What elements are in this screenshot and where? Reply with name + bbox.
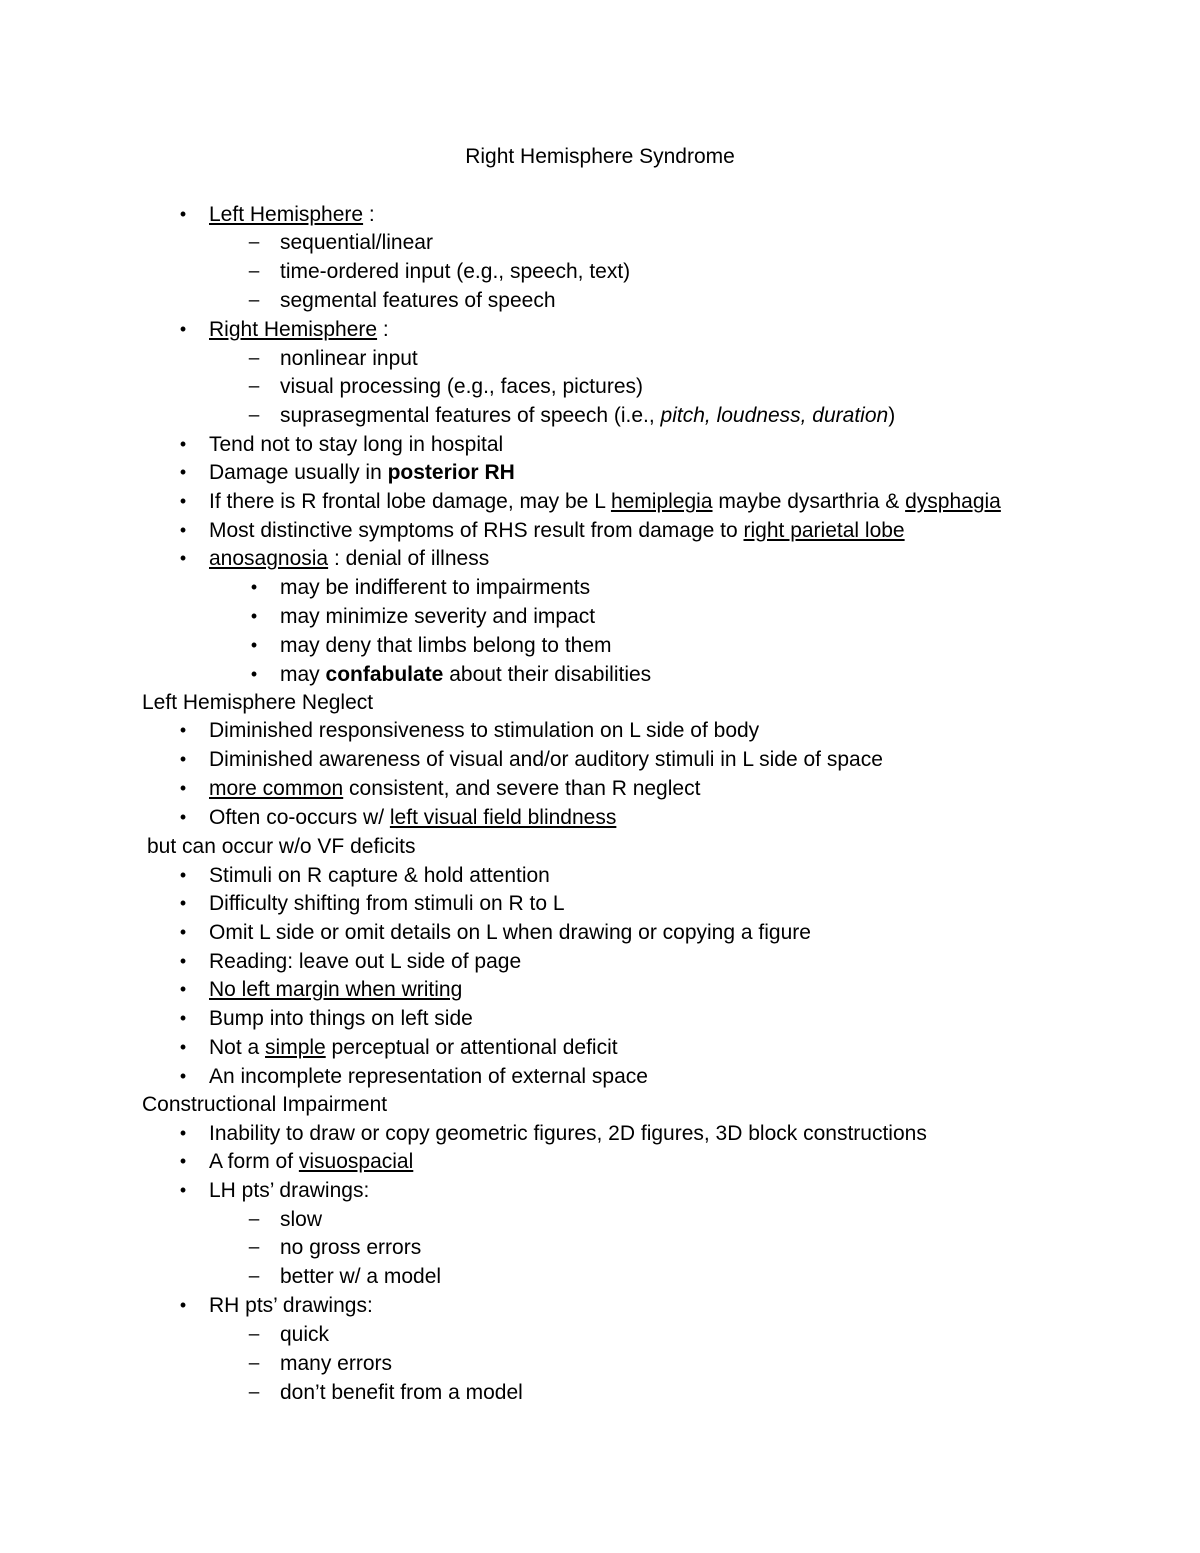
bold-text: posterior RH [387, 461, 515, 484]
page-title: Right Hemisphere Syndrome [465, 145, 735, 168]
bullet-icon: • [179, 1037, 187, 1057]
bullet-icon: • [179, 807, 187, 827]
bold-text: confabulate [325, 663, 444, 686]
bullet-text: Bump into things on left side [209, 1007, 473, 1030]
bullet-icon: • [179, 951, 187, 971]
dash-icon: – [248, 1237, 260, 1258]
bullet-text: A form of [209, 1150, 299, 1173]
dash-icon: – [248, 376, 260, 397]
anos-item-text: may deny that limbs belong to them [280, 634, 612, 657]
underlined-term: anosagnosia [209, 547, 329, 570]
lh-item-text: segmental features of speech [280, 289, 556, 312]
underlined-term: right parietal lobe [743, 519, 905, 542]
bullet-text: Reading: leave out L side of page [209, 950, 522, 973]
lh-item-text: sequential/linear [280, 231, 433, 254]
dash-icon: – [248, 1209, 260, 1230]
bullet-text: : denial of illness [328, 547, 490, 570]
underlined-term: simple [265, 1036, 326, 1059]
bullet-text: Most distinctive symptoms of RHS result from damage to [209, 519, 744, 542]
rh-supra-text: suprasegmental features of speech (i.e., [280, 404, 661, 427]
bullet-icon: • [179, 1151, 187, 1171]
bullet-icon: • [179, 865, 187, 885]
rh-drawing-text: quick [280, 1323, 330, 1346]
bullet-icon: • [179, 548, 187, 568]
dash-icon: – [248, 290, 260, 311]
rh-supra-italic: pitch, loudness, duration [660, 404, 889, 427]
lh-drawing-text: better w/ a model [280, 1265, 442, 1288]
bullet-text: Difficulty shifting from stimuli on R to L [209, 892, 565, 915]
bullet-icon: • [179, 462, 187, 482]
anos-item-text: may minimize severity and impact [280, 605, 596, 628]
bullet-icon: • [179, 1295, 187, 1315]
bullet-icon: • [179, 1123, 187, 1143]
bullet-text: An incomplete representation of external space [209, 1065, 648, 1088]
anos-item-text: may [280, 663, 326, 686]
bullet-icon: • [250, 635, 258, 655]
lh-drawing-text: slow [280, 1208, 323, 1231]
bullet-text: Diminished awareness of visual and/or auditory stimuli in L side of space [209, 748, 883, 771]
dash-icon: – [248, 1324, 260, 1345]
bullet-text: Diminished responsiveness to stimulation on L side of body [209, 719, 760, 742]
bullet-icon: • [179, 434, 187, 454]
bullet-icon: • [179, 1008, 187, 1028]
bullet-icon: • [179, 893, 187, 913]
underlined-term: hemiplegia [610, 490, 713, 513]
rh-item-text: nonlinear input [280, 347, 418, 370]
bullet-icon: • [250, 577, 258, 597]
bullet-icon: • [179, 319, 187, 339]
section-heading-text: Left Hemisphere Neglect [142, 691, 374, 714]
bullet-text: consistent, and severe than R neglect [343, 777, 701, 800]
continuation-text: but can occur w/o VF deficits [147, 835, 416, 858]
lh-drawing-text: no gross errors [280, 1236, 422, 1259]
dash-icon: – [248, 348, 260, 369]
bullet-text: perceptual or attentional deficit [325, 1036, 618, 1059]
bullet-text: Omit L side or omit details on L when drawing or copying a figure [209, 921, 811, 944]
bullet-text: maybe dysarthria & [712, 490, 906, 513]
bullet-icon: • [250, 664, 258, 684]
dash-icon: – [248, 1266, 260, 1287]
bullet-text: If there is R frontal lobe damage, may be L [209, 490, 611, 513]
bullet-icon: • [179, 749, 187, 769]
bullet-text: Stimuli on R capture & hold attention [209, 864, 550, 887]
bullet-icon: • [179, 520, 187, 540]
dash-icon: – [248, 232, 260, 253]
underlined-term: dysphagia [905, 490, 1001, 513]
rh-drawing-text: don’t benefit from a model [280, 1381, 523, 1404]
underlined-term: more common [209, 777, 344, 800]
section-heading-text: Constructional Impairment [142, 1093, 388, 1116]
bullet-text: RH pts’ drawings: [209, 1294, 373, 1317]
anos-item-text: about their disabilities [443, 663, 652, 686]
colon: : [368, 203, 375, 226]
dash-icon: – [248, 261, 260, 282]
underlined-term: No left margin when writing [209, 978, 463, 1001]
left-hemisphere-heading: Left Hemisphere [209, 203, 364, 226]
bullet-text: Damage usually in [209, 461, 388, 484]
bullet-icon: • [179, 1180, 187, 1200]
rh-drawing-text: many errors [280, 1352, 393, 1375]
anos-item-text: may be indifferent to impairments [280, 576, 591, 599]
bullet-icon: • [179, 922, 187, 942]
rh-supra-close: ) [888, 404, 896, 427]
bullet-icon: • [179, 1066, 187, 1086]
rh-item-text: visual processing (e.g., faces, pictures) [280, 375, 643, 398]
dash-icon: – [248, 1353, 260, 1374]
bullet-icon: • [179, 204, 187, 224]
colon: : [382, 318, 389, 341]
underlined-term: visuospacial [298, 1150, 414, 1173]
bullet-text: Not a [209, 1036, 266, 1059]
underlined-term: left visual field blindness [389, 806, 617, 829]
bullet-text: Inability to draw or copy geometric figures, 2D figures, 3D block constructions [209, 1122, 927, 1145]
bullet-icon: • [179, 778, 187, 798]
dash-icon: – [248, 1382, 260, 1403]
right-hemisphere-heading: Right Hemisphere [209, 318, 378, 341]
bullet-icon: • [179, 720, 187, 740]
bullet-text: Often co-occurs w/ [209, 806, 390, 829]
lh-item-text: time-ordered input (e.g., speech, text) [280, 260, 631, 283]
bullet-icon: • [250, 606, 258, 626]
bullet-icon: • [179, 491, 187, 511]
bullet-icon: • [179, 979, 187, 999]
bullet-text: LH pts’ drawings: [209, 1179, 370, 1202]
dash-icon: – [248, 405, 260, 426]
bullet-text: Tend not to stay long in hospital [209, 433, 504, 456]
